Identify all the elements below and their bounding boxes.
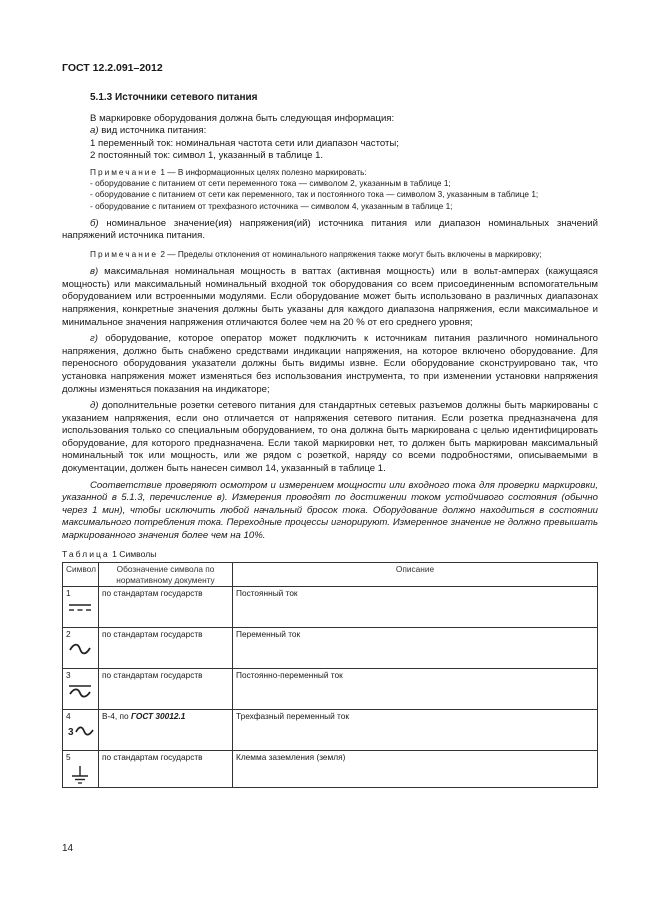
note-1-lead: 1 — В информационных целях полезно маркировать: (158, 166, 367, 177)
note-1-label: Примечание (90, 166, 159, 177)
item-a-line-1: 1 переменный ток: номинальная частота сети или диапазон частоты; (90, 137, 399, 149)
description-cell: Клемма заземления (земля) (233, 751, 598, 788)
designation-prefix: В-4, по (102, 711, 131, 722)
compliance-paragraph: Соответствие проверяют осмотром и измерением мощности или входного тока для проверки маркировки, указанной в 5.1.3, перечисление в). Измерения проводят по достижении током устойчивого состояния (обычно через 1 мин), чтобы исключить любой начальный бросок тока. Оборудование должно находиться в состоянии максимального потребления тока. Переходные процессы игнорируют. Измеренное значение не должно превышать маркированного значения более чем на 10%. (62, 479, 598, 542)
three-phase-label: 3 (68, 726, 74, 738)
symbol-cell (63, 751, 99, 788)
table-row (63, 628, 598, 669)
page-content (62, 92, 598, 788)
ac-current-icon (66, 642, 94, 656)
designation-cell: по стандартам государств (99, 628, 233, 669)
table-row (63, 669, 598, 710)
item-v-letter: в) (90, 266, 99, 278)
table-row (63, 710, 598, 751)
designation-cell: по стандартам государств (99, 587, 233, 628)
symbol-cell (63, 587, 99, 628)
symbol-number: 1 (66, 588, 71, 599)
header-designation: Обозначение символа по нормативному документу (99, 563, 233, 587)
item-g-text: оборудование, которое оператор может подключить к источникам питания различного номинального напряжения, должно быть снабжено средствами индикации напряжения, на которое включено оборудование. Для переносного оборудования указатели должны быть видимы извне. Если оборудование сконструировано так, что установка напряжения может изменяться без использования инструмента, то при изменении установки напряжения должны изменяться показания на индикаторе; (62, 333, 598, 395)
note-1-line-2: - оборудование с питанием от сети как переменного, так и постоянного тока — символом 3, указанным в таблице 1; (90, 189, 539, 200)
designation-cell (99, 710, 233, 751)
table-caption (62, 548, 598, 561)
symbol-number: 3 (66, 670, 71, 681)
symbol-number: 4 (66, 711, 71, 722)
item-d (62, 400, 598, 476)
item-a-line-2: 2 постоянный ток: символ 1, указанный в таблице 1. (90, 150, 324, 162)
designation-gost: ГОСТ 30012.1 (130, 711, 186, 722)
document-code: ГОСТ 12.2.091–2012 (62, 62, 163, 74)
designation-cell: по стандартам государств (99, 751, 233, 788)
note-2-label: Примечание (90, 248, 159, 259)
table-caption-label: Таблица (62, 548, 110, 559)
ac-dc-current-icon (66, 683, 94, 699)
symbols-table (62, 562, 598, 788)
note-1 (62, 167, 598, 178)
dc-current-icon (66, 601, 94, 613)
designation-cell: по стандартам государств (99, 669, 233, 710)
page-number: 14 (62, 843, 74, 854)
intro-lead: В маркировке оборудования должна быть следующая информация: (90, 112, 395, 124)
table-header-row (63, 563, 598, 587)
description-cell: Постоянный ток (233, 587, 598, 628)
three-phase-icon (66, 724, 96, 738)
ground-icon (66, 765, 94, 785)
item-a (62, 125, 598, 138)
header-symbol: Символ (63, 563, 99, 587)
section-title: 5.1.3 Источники сетевого питания (90, 92, 258, 103)
symbol-cell (63, 710, 99, 751)
description-cell: Переменный ток (233, 628, 598, 669)
item-g (62, 333, 598, 396)
item-d-letter: д) (90, 400, 99, 412)
note-2 (62, 249, 598, 260)
item-d-text: дополнительные розетки сетевого питания для стандартных сетевых разъемов должны быть маркированы с указанием напряжения, если оно отличается от напряжения сетевого питания. Если розетка предназначена для использования только со специальным оборудованием, то она должна быть маркирована с целью идентифицировать оборудование, для которого предназначена. Если такой маркировки нет, то должен быть маркирован максимальный номинальный ток или мощность, или же рядом с розеткой, наряду со всеми подробностями, описываемыми в документации, должен быть нанесен символ 14, указанный в таблице 1. (62, 400, 598, 475)
note-1-line-1: - оборудование с питанием от сети переменного тока — символом 2, указанным в таблице 1; (90, 178, 451, 189)
table-row (63, 587, 598, 628)
item-g-letter: г) (90, 333, 98, 345)
item-b-letter: б) (90, 217, 99, 229)
symbol-number: 2 (66, 629, 71, 640)
item-a-text: вид источника питания: (98, 125, 207, 137)
description-cell: Трехфазный переменный ток (233, 710, 598, 751)
item-a-letter: а) (90, 125, 99, 137)
item-b (62, 218, 598, 243)
note-1-line-3: - оборудование с питанием от трехфазного источника — символом 4, указанным в таблице 1; (90, 200, 453, 211)
item-v-text: максимальная номинальная мощность в ваттах (активная мощность) или в вольт-амперах (кажущаяся мощность) или максимальный номинальный входной ток оборудования со всем присоединенным вспомогательным оборудованием или встроенными модулями. Если оборудование может быть использовано в различных диапазонах напряжения, конкретные значения должны быть указаны для каждого диапазона напряжения, если максимальное и минимальное значения напряжения отличаются более чем на 20 % от его среднего уровня; (62, 266, 598, 328)
item-b-text: номинальное значение(ия) напряжения(ий) источника питания или диапазон номинальных значений напряжений источника питания. (62, 217, 598, 242)
header-description: Описание (233, 563, 598, 587)
table-row (63, 751, 598, 788)
table-caption-text: 1 Символы (109, 548, 157, 559)
symbol-cell (63, 628, 99, 669)
note-2-text: 2 — Пределы отклонения от номинального напряжения также могут быть включены в маркировку; (158, 248, 542, 259)
item-v (62, 266, 598, 329)
description-cell: Постоянно-переменный ток (233, 669, 598, 710)
symbol-number: 5 (66, 752, 71, 763)
symbol-cell (63, 669, 99, 710)
